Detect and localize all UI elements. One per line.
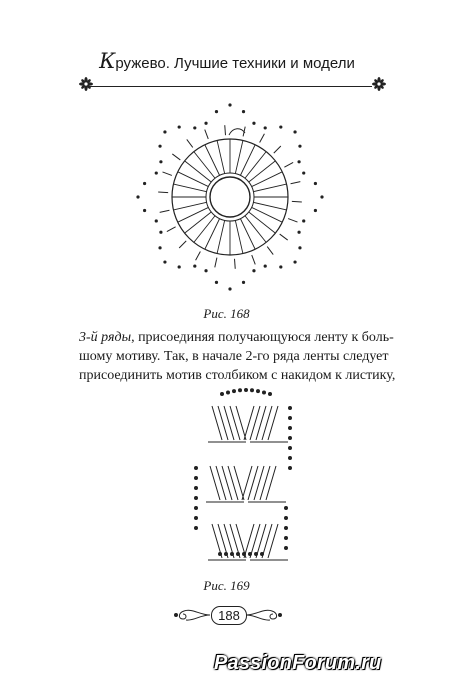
lace-stitch [254,466,264,500]
stitch-spoke [253,202,286,210]
outer-tick [160,210,170,212]
chain-dot [298,145,301,148]
chain-dot [220,392,224,396]
outer-tick [288,219,297,222]
chain-dot [284,516,288,520]
chain-dot [256,389,260,393]
outer-tick [196,251,201,260]
stitch-spoke [178,207,209,222]
outer-tick [292,201,302,202]
lace-stitch [212,406,222,440]
chain-dot [248,552,252,556]
chain-dot [298,246,301,249]
stitch-spoke [194,216,215,243]
stitch-spoke [249,161,276,182]
stitch-spoke [245,216,266,243]
lace-stitch [250,406,260,440]
stitch-spoke [178,172,209,187]
chain-dot [279,125,282,128]
lace-stitch [262,406,272,440]
stitch-spoke [249,212,276,233]
chain-dot [288,466,292,470]
chain-dot [284,506,288,510]
chain-dot [158,246,161,249]
lace-stitch [266,466,276,500]
chain-dot [254,552,258,556]
stitch-spoke [245,152,266,179]
chain-dot [250,388,254,392]
outer-tick [267,247,273,255]
chain-dot [302,171,305,174]
stitch-spoke [240,219,255,250]
chain-dot [218,552,222,556]
paragraph-line-1-rest: , присоединяя получающуюся ленту к боль- [131,330,394,345]
lace-stitch [268,406,278,440]
chain-dot [193,126,196,129]
flower-ornament-left-icon [79,77,93,91]
stitch-spoke [253,184,286,192]
chain-dot [288,446,292,450]
outer-tick [291,182,301,184]
lace-stitch [260,466,270,500]
stitch-spoke [194,152,215,179]
chain-dot [314,209,317,212]
chain-dot [159,160,162,163]
chain-dot [252,122,255,125]
chain-dot [314,182,317,185]
chain-dot [288,416,292,420]
figure-169-lace-strip [182,388,302,568]
lace-stitch [234,466,244,500]
chain-dot [236,552,240,556]
chain-dot [226,390,230,394]
lace-stitch [242,466,252,500]
chain-dot [159,231,162,234]
stitch-spoke [173,184,206,192]
inner-ring [210,177,250,217]
chain-dot [215,281,218,284]
chain-dot [178,125,181,128]
lace-stitch [230,406,240,440]
chain-dot [143,209,146,212]
chain-dot [320,195,323,198]
chain-dot [297,160,300,163]
stitch-spoke [235,140,243,173]
chain-dot [262,390,266,394]
outer-tick [187,139,193,147]
chain-dot [228,287,231,290]
chain-dot [143,182,146,185]
stitch-spoke [217,140,225,173]
chain-dot [288,426,292,430]
outer-tick [179,241,186,248]
chain-dot [302,219,305,222]
chain-dot [284,526,288,530]
lace-stitch [210,466,220,500]
figure-168-caption: Рис. 168 [203,306,250,321]
chain-dot [242,552,246,556]
lace-stitch [244,406,254,440]
stitch-spoke [205,145,220,176]
stitch-spoke [217,220,225,253]
lace-stitch [218,406,228,440]
outer-tick [215,258,217,268]
header-title: ружево. Лучшие техники и модели [115,55,355,72]
chain-dot [194,486,198,490]
lace-stitch [216,466,226,500]
stitch-spoke [252,172,283,187]
flower-ornament-right-icon [372,77,386,91]
chain-dot [193,264,196,267]
chain-dot [155,219,158,222]
chain-dot [284,546,288,550]
chain-dot [288,406,292,410]
outer-tick [205,130,209,139]
chain-dot [264,264,267,267]
chain-dot [238,388,242,392]
lace-stitch [228,466,238,500]
lace-stitch [224,406,234,440]
header-initial: К [99,49,116,73]
chain-dot [230,552,234,556]
outer-tick [167,227,176,232]
running-header [78,49,376,73]
lace-stitch [222,466,232,500]
lace-stitch [236,406,246,440]
chain-dot [204,122,207,125]
outer-tick [235,259,236,269]
outer-tick [252,255,256,264]
lace-stitch [268,524,278,558]
figure-169-caption: Рис. 169 [203,578,250,593]
header-rule [85,86,372,87]
chain-dot [252,269,255,272]
chain-dot [297,231,300,234]
chain-dot [288,456,292,460]
chain-dot [204,269,207,272]
chain-dot [194,526,198,530]
paragraph-line-1 [79,328,394,347]
chain-dot [215,110,218,113]
chain-dot [194,496,198,500]
chain-dot [260,552,264,556]
chain-dot [228,103,231,106]
outer-tick [172,154,180,160]
chain-dot [284,536,288,540]
outer-tick [274,146,281,153]
outer-tick [284,162,293,167]
stitch-spoke [185,212,212,233]
chain-dot [242,281,245,284]
chain-dot [136,195,139,198]
lace-stitch [256,406,266,440]
chain-dot [158,145,161,148]
page-number: 188 [211,606,247,625]
outer-tick [260,134,265,143]
chain-dot [244,388,248,392]
lace-stitch [248,466,258,500]
chain-dot [194,506,198,510]
chain-dot [163,260,166,263]
chain-dot [293,260,296,263]
chain-dot [194,466,198,470]
stitch-spoke [173,202,206,210]
watermark-text: PassionForum.ru [214,652,382,674]
join-arc [229,129,245,135]
chain-dot [232,389,236,393]
chain-dot [242,110,245,113]
chain-dot [194,516,198,520]
paragraph-line-2: шому мотиву. Так, в начале 2-го ряда ленты следует [79,349,389,364]
chain-dot [178,265,181,268]
figure-168-circular-motif [133,97,333,297]
chain-dot [264,126,267,129]
outer-tick [163,172,172,175]
stitch-spoke [205,219,220,250]
stitch-spoke [185,161,212,182]
inner-ring-2 [206,173,254,221]
chain-dot [155,171,158,174]
paragraph-line-3: присоединить мотив столбиком с накидом к листику, [79,368,396,383]
stitch-spoke [240,145,255,176]
chain-dot [194,476,198,480]
chain-dot [288,436,292,440]
stitch-spoke [252,207,283,222]
chain-dot [163,130,166,133]
chain-dot [293,130,296,133]
chain-dot [268,392,272,396]
body-paragraph [79,328,396,385]
chain-dot [224,552,228,556]
stitch-spoke [235,220,243,253]
outer-tick [280,234,288,240]
outer-tick [158,192,168,193]
paragraph-lead: 3-й ряды [79,330,132,345]
chain-dot [279,265,282,268]
outer-tick [225,125,226,135]
